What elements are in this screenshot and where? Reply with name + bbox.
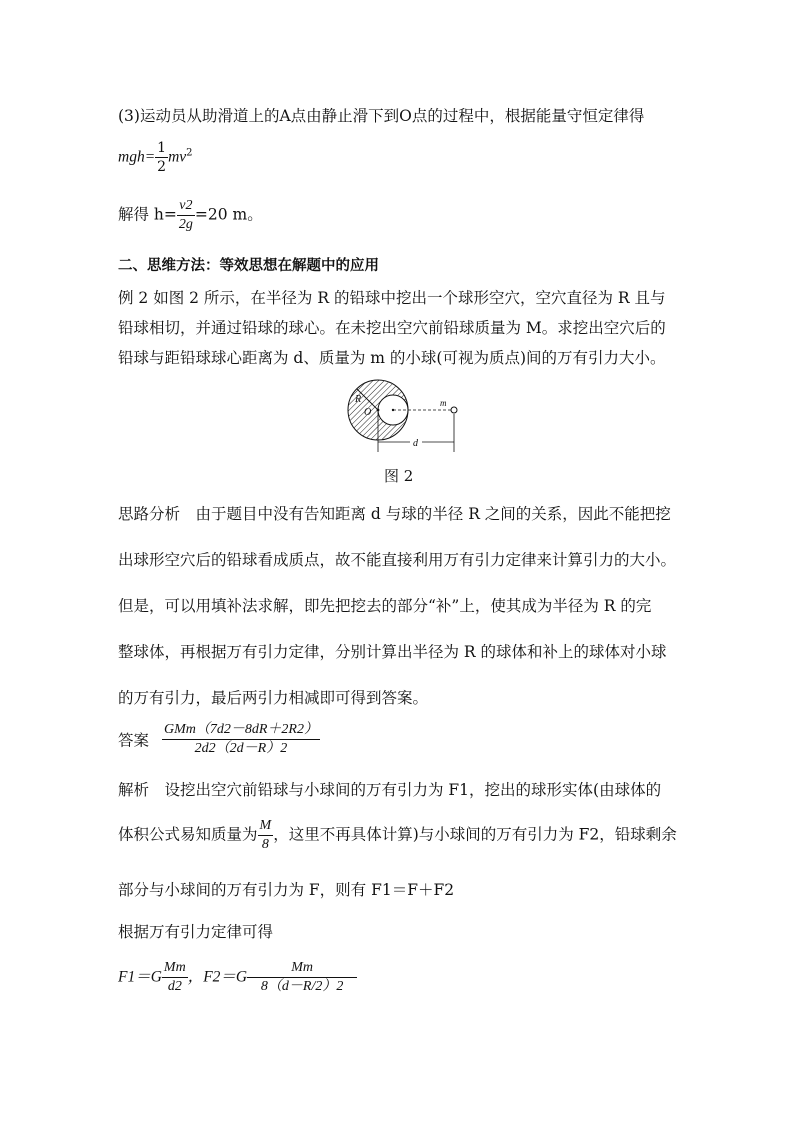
analysis-line-2: 出球形空穴后的铅球看成质点，故不能直接利用万有引力定律来计算引力的大小。 — [118, 551, 677, 569]
analysis-line-5: 的万有引力，最后两引力相减即可得到答案。 — [118, 689, 429, 707]
label-R: R — [355, 394, 362, 405]
label-O: O — [364, 407, 372, 418]
analysis-line-3: 但是，可以用填补法求解，即先把挖去的部分“补”上，使其成为半径为 R 的完 — [118, 597, 652, 615]
solution-line-2: 体积公式易知质量为 $\frac{M}{8}$ ，这里不再具体计算)与小球间的万有引力为 F2，铅球剩余 — [118, 818, 677, 852]
answer-fraction: $\frac{\text{GMm（7d2－8dR＋2R2）}}{2d2(2d-R)2}$ — [163, 722, 318, 756]
small-ball — [451, 407, 457, 413]
example-line-1: 例 2 如图 2 所示，在半径为 R 的铅球中挖出一个球形空穴，空穴直径为 R 且与 — [118, 289, 666, 307]
energy-equation: mgh= $\frac{1}{2}$ $mv^2$ — [118, 140, 193, 175]
fraction-F2: $\frac{Mm}{8(d-R/2)2}$ — [247, 960, 357, 995]
example-line-2: 铅球相切，并通过铅球的球心。在未挖出空穴前铅球质量为 M。求挖出空穴后的 — [118, 319, 666, 337]
label-d: d — [413, 438, 418, 449]
analysis-line-4: 整球体，再根据万有引力定律，分别计算出半径为 R 的球体和补上的球体对小球 — [118, 643, 667, 661]
force-formulas: F1＝G $\frac{Mm}{d2}$ ，F2＝G $\frac{Mm}{8(d-R/2)2}$ — [118, 960, 357, 995]
fraction-one-half: $\frac{1}{2}$ — [157, 140, 167, 175]
figure-caption: 图 2 — [384, 467, 414, 485]
figure-2-diagram — [330, 378, 470, 454]
fraction-v2-over-2g: $\frac{v2}{2g}$ — [178, 198, 193, 232]
answer-line — [118, 722, 320, 757]
solve-height: 解得 h= $\frac{v2}{2g}$ =20 m。 — [118, 198, 263, 232]
solution-line-3: 部分与小球间的万有引力为 F，则有 F1＝F＋F2 — [118, 881, 455, 899]
answer-label: 答案 — [118, 731, 150, 750]
part3-text: (3)运动员从助滑道上的A点由静止滑下到O点的过程中，根据能量守恒定律得 — [118, 107, 645, 125]
label-m: m — [440, 398, 447, 408]
center-dot — [377, 409, 380, 412]
fraction-M-over-8: $\frac{M}{8}$ — [259, 818, 272, 852]
fraction-F1: $\frac{Mm}{d2}$ — [163, 960, 186, 994]
example-line-3: 铅球与距铅球球心距离为 d、质量为 m 的小球(可视为质点)间的万有引力大小。 — [118, 349, 666, 367]
solution-line-4: 根据万有引力定律可得 — [118, 923, 274, 941]
analysis-line-1: 思路分析 由于题目中没有告知距离 d 与球的半径 R 之间的关系，因此不能把挖 — [118, 505, 671, 523]
section-heading: 二、思维方法：等效思想在解题中的应用 — [118, 258, 379, 274]
solution-line-1: 解析 设挖出空穴前铅球与小球间的万有引力为 F1，挖出的球形实体(由球体的 — [118, 781, 662, 799]
